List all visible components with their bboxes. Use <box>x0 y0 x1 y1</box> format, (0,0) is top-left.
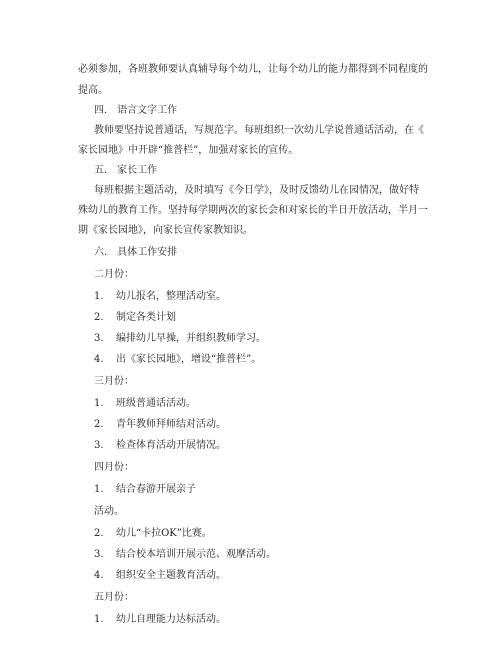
list-item-number: 2. <box>94 419 104 430</box>
list-item-number: 4. <box>94 354 104 365</box>
paragraph-line: 殊幼儿的教育工作。坚持每学期两次的家长会和对家长的半日开放活动，半月一 <box>78 205 428 216</box>
list-item-text: 制定各类计划 <box>116 312 176 323</box>
list-item-text: 结合校本培训开展示范、观摩活动。 <box>116 549 276 560</box>
list-item-text: 出《家长园地》，增设“推普栏”。 <box>116 354 262 365</box>
paragraph-line: 期《家长园地》，向家长宣传家教知识。 <box>78 225 253 236</box>
paragraph-line: 家长园地》中开辟“推普栏”，加强对家长的宣传。 <box>78 145 299 156</box>
list-item-number: 4. <box>94 570 104 581</box>
list-item-number: 3. <box>94 440 104 451</box>
list-item-text: 组织安全主题教育活动。 <box>116 570 226 581</box>
list-item-number: 3. <box>94 333 104 344</box>
list-item-continuation: 活动。 <box>94 506 124 517</box>
list-item-number: 1. <box>94 484 104 495</box>
list-item-text: 幼儿自理能力达标活动。 <box>116 614 226 625</box>
list-item-text: 检查体育活动开展情况。 <box>116 440 226 451</box>
section-heading-language: 四． 语言文字工作 <box>94 105 178 116</box>
list-item-number: 1. <box>94 614 104 625</box>
month-heading-apr: 四月份： <box>94 462 134 473</box>
paragraph-line: 教师要坚持说普通话，写规范字。每班组织一次幼儿学说普通话活动，在《 <box>94 125 424 136</box>
list-item-number: 1. <box>94 398 104 409</box>
list-item-text: 结合春游开展亲子 <box>116 484 196 495</box>
list-item-number: 3. <box>94 549 104 560</box>
month-heading-feb: 二月份： <box>94 269 134 280</box>
paragraph-line: 每班根据主题活动，及时填写《今日学》，及时反馈幼儿在园情况，做好特 <box>94 185 419 196</box>
list-item-text: 幼儿报名，整理活动室。 <box>116 291 226 302</box>
list-item-text: 班级普通话活动。 <box>116 398 196 409</box>
paragraph-line: 提高。 <box>78 85 108 96</box>
list-item-number: 2. <box>94 528 104 539</box>
list-item-text: 幼儿“卡拉OK”比赛。 <box>116 528 212 539</box>
month-heading-may: 五月份： <box>94 592 134 603</box>
list-item-number: 1. <box>94 291 104 302</box>
section-heading-parents: 五． 家长工作 <box>94 165 158 176</box>
list-item-text: 编排幼儿早操，并组织教师学习。 <box>116 333 266 344</box>
section-heading-schedule: 六． 具体工作安排 <box>94 247 178 258</box>
month-heading-mar: 三月份： <box>94 376 134 387</box>
paragraph-line: 必须参加，各班教师要认真辅导每个幼儿，让每个幼儿的能力都得到不同程度的 <box>78 64 428 75</box>
list-item-text: 青年教师拜师结对活动。 <box>116 419 226 430</box>
list-item-number: 2. <box>94 312 104 323</box>
